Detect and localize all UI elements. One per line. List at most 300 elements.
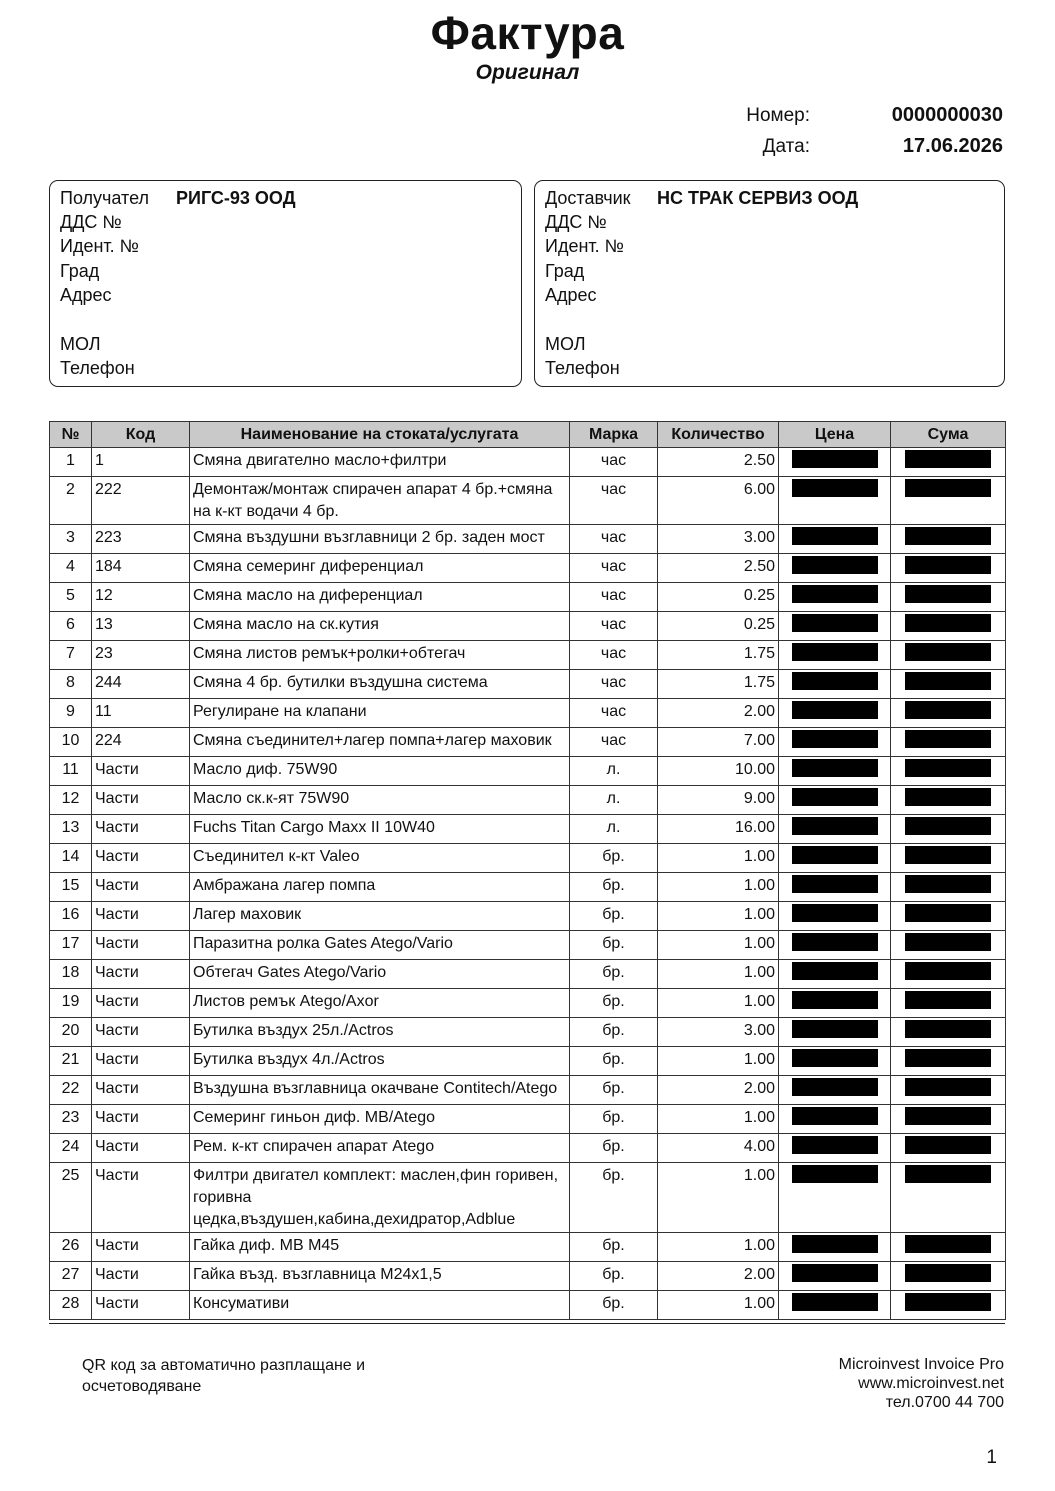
row-price [779, 844, 891, 873]
row-code: 222 [92, 477, 190, 525]
table-row [50, 612, 1006, 641]
redaction-box [905, 730, 991, 748]
redaction-box [905, 1049, 991, 1067]
row-item-name: Смяна листов ремък+ролки+обтегач [190, 641, 570, 670]
row-number: 1 [50, 448, 92, 477]
redaction-box [905, 1235, 991, 1253]
row-number: 13 [50, 815, 92, 844]
row-price [779, 641, 891, 670]
row-price [779, 448, 891, 477]
redaction-box [792, 759, 878, 777]
row-unit: бр. [570, 873, 658, 902]
redaction-box [792, 875, 878, 893]
row-quantity: 1.00 [658, 1105, 779, 1134]
row-number: 11 [50, 757, 92, 786]
table-row [50, 448, 1006, 477]
redaction-box [792, 1078, 878, 1096]
row-number: 2 [50, 477, 92, 525]
table-row [50, 786, 1006, 815]
row-unit: бр. [570, 1163, 658, 1233]
redaction-box [905, 643, 991, 661]
row-sum [891, 844, 1006, 873]
row-item-name: Регулиране на клапани [190, 699, 570, 728]
row-unit: час [570, 448, 658, 477]
row-sum [891, 1262, 1006, 1291]
row-item-name: Гайка диф. MB M45 [190, 1233, 570, 1262]
row-price [779, 989, 891, 1018]
number-label: Номер: [746, 105, 810, 126]
row-item-name: Смяна съединител+лагер помпа+лагер маховик [190, 728, 570, 757]
redaction-box [905, 614, 991, 632]
row-number: 17 [50, 931, 92, 960]
row-number: 19 [50, 989, 92, 1018]
row-unit: бр. [570, 960, 658, 989]
row-code: Части [92, 1105, 190, 1134]
row-sum [891, 1163, 1006, 1233]
redaction-box [905, 1136, 991, 1154]
redaction-box [792, 527, 878, 545]
row-price [779, 1134, 891, 1163]
row-sum [891, 728, 1006, 757]
redaction-box [905, 817, 991, 835]
row-item-name: Смяна двигателно масло+филтри [190, 448, 570, 477]
row-item-name: Филтри двигател комплект: маслен,фин горивен, горивна цедка,въздушен,кабина,дехидратор,Adblue [190, 1163, 570, 1233]
row-number: 26 [50, 1233, 92, 1262]
row-sum [891, 448, 1006, 477]
row-code: Части [92, 1134, 190, 1163]
row-price [779, 815, 891, 844]
row-code: Части [92, 1233, 190, 1262]
row-price [779, 1163, 891, 1233]
recipient-city-label: Град [60, 261, 100, 281]
recipient-address-label: Адрес [60, 285, 112, 305]
redaction-box [792, 817, 878, 835]
row-number: 8 [50, 670, 92, 699]
redaction-box [792, 672, 878, 690]
row-sum [891, 1233, 1006, 1262]
row-unit: бр. [570, 1262, 658, 1291]
table-row [50, 844, 1006, 873]
items-table [49, 421, 1006, 1320]
redaction-box [792, 614, 878, 632]
row-code: Части [92, 873, 190, 902]
row-quantity: 2.00 [658, 699, 779, 728]
qr-caption-line-1: QR код за автоматично разплащане и [82, 1357, 366, 1374]
row-price [779, 960, 891, 989]
table-row [50, 902, 1006, 931]
invoice-title: Фактура [430, 7, 625, 59]
row-unit: бр. [570, 1134, 658, 1163]
date-label: Дата: [762, 136, 810, 157]
redaction-box [792, 1165, 878, 1183]
redaction-box [905, 1264, 991, 1282]
row-sum [891, 670, 1006, 699]
row-item-name: Амбражана лагер помпа [190, 873, 570, 902]
row-number: 24 [50, 1134, 92, 1163]
redaction-box [792, 1293, 878, 1311]
row-number: 28 [50, 1291, 92, 1320]
row-item-name: Смяна масло на ск.кутия [190, 612, 570, 641]
row-unit: бр. [570, 1018, 658, 1047]
row-unit: бр. [570, 1291, 658, 1320]
software-vendor-info [839, 1355, 1004, 1412]
row-item-name: Рем. к-кт спирачен апарат Atego [190, 1134, 570, 1163]
row-number: 16 [50, 902, 92, 931]
row-sum [891, 1105, 1006, 1134]
row-number: 4 [50, 554, 92, 583]
row-unit: л. [570, 815, 658, 844]
col-header-sum: Сума [891, 422, 1006, 448]
row-quantity: 1.00 [658, 902, 779, 931]
row-quantity: 2.00 [658, 1262, 779, 1291]
row-item-name: Лагер маховик [190, 902, 570, 931]
recipient-label: Получател [60, 188, 150, 208]
table-row [50, 1262, 1006, 1291]
row-unit: час [570, 554, 658, 583]
row-quantity: 1.00 [658, 873, 779, 902]
table-row [50, 728, 1006, 757]
row-unit: час [570, 670, 658, 699]
row-price [779, 525, 891, 554]
row-code: Части [92, 1076, 190, 1105]
row-price [779, 1076, 891, 1105]
row-price [779, 1018, 891, 1047]
row-sum [891, 583, 1006, 612]
row-price [779, 931, 891, 960]
row-item-name: Масло ск.к-ят 75W90 [190, 786, 570, 815]
row-item-name: Смяна семеринг диференциал [190, 554, 570, 583]
table-row [50, 583, 1006, 612]
row-price [779, 699, 891, 728]
row-number: 20 [50, 1018, 92, 1047]
row-quantity: 0.25 [658, 612, 779, 641]
supplier-label: Доставчик [545, 188, 631, 208]
redaction-box [905, 479, 991, 497]
table-row [50, 699, 1006, 728]
redaction-box [905, 1107, 991, 1125]
redaction-box [792, 701, 878, 719]
redaction-box [905, 904, 991, 922]
redaction-box [905, 788, 991, 806]
vendor-name: Microinvest Invoice Pro [838, 1356, 1004, 1373]
row-code: 223 [92, 525, 190, 554]
table-row [50, 554, 1006, 583]
row-unit: час [570, 612, 658, 641]
row-unit: бр. [570, 931, 658, 960]
table-row [50, 815, 1006, 844]
supplier-address-label: Адрес [545, 285, 597, 305]
row-quantity: 1.00 [658, 1233, 779, 1262]
invoice-number: 0000000030 [891, 104, 1003, 126]
row-sum [891, 1076, 1006, 1105]
row-code: Части [92, 1163, 190, 1233]
redaction-box [792, 730, 878, 748]
row-number: 25 [50, 1163, 92, 1233]
row-sum [891, 1134, 1006, 1163]
recipient-box [49, 180, 522, 387]
supplier-name: НС ТРАК СЕРВИЗ ООД [657, 188, 859, 208]
supplier-vat-label: ДДС № [545, 212, 607, 232]
page-number: 1 [986, 1447, 997, 1468]
row-price [779, 477, 891, 525]
row-code: 1 [92, 448, 190, 477]
row-quantity: 2.50 [658, 554, 779, 583]
row-quantity: 9.00 [658, 786, 779, 815]
row-unit: час [570, 728, 658, 757]
redaction-box [905, 933, 991, 951]
table-row [50, 477, 1006, 525]
row-item-name: Смяна въздушни възглавници 2 бр. заден мост [190, 525, 570, 554]
row-number: 9 [50, 699, 92, 728]
table-row [50, 1233, 1006, 1262]
recipient-id-label: Идент. № [60, 236, 139, 256]
row-unit: бр. [570, 844, 658, 873]
col-header-unit: Марка [570, 422, 658, 448]
row-unit: час [570, 583, 658, 612]
recipient-vat-label: ДДС № [60, 212, 122, 232]
recipient-phone-label: Телефон [60, 358, 135, 378]
row-unit: л. [570, 757, 658, 786]
redaction-box [792, 1049, 878, 1067]
row-code: 12 [92, 583, 190, 612]
row-number: 23 [50, 1105, 92, 1134]
row-sum [891, 873, 1006, 902]
row-price [779, 1047, 891, 1076]
supplier-city-label: Град [545, 261, 585, 281]
row-sum [891, 989, 1006, 1018]
row-item-name: Бутилка въздух 25л./Actros [190, 1018, 570, 1047]
row-unit: бр. [570, 1105, 658, 1134]
redaction-box [792, 846, 878, 864]
row-quantity: 6.00 [658, 477, 779, 525]
redaction-box [792, 643, 878, 661]
items-table-body [50, 448, 1006, 1320]
redaction-box [792, 1264, 878, 1282]
redaction-box [905, 991, 991, 1009]
table-row [50, 1291, 1006, 1320]
row-number: 3 [50, 525, 92, 554]
row-quantity: 16.00 [658, 815, 779, 844]
row-quantity: 2.50 [658, 448, 779, 477]
supplier-id-label: Идент. № [545, 236, 624, 256]
redaction-box [905, 1293, 991, 1311]
table-row [50, 641, 1006, 670]
redaction-box [792, 933, 878, 951]
row-item-name: Масло диф. 75W90 [190, 757, 570, 786]
row-item-name: Демонтаж/монтаж спирачен апарат 4 бр.+смяна на к-кт водачи 4 бр. [190, 477, 570, 525]
row-price [779, 1262, 891, 1291]
redaction-box [905, 1020, 991, 1038]
row-sum [891, 902, 1006, 931]
table-row [50, 873, 1006, 902]
row-item-name: Гайка възд. възглавница M24x1,5 [190, 1262, 570, 1291]
row-quantity: 0.25 [658, 583, 779, 612]
table-row [50, 1047, 1006, 1076]
row-number: 12 [50, 786, 92, 815]
row-quantity: 3.00 [658, 1018, 779, 1047]
redaction-box [905, 527, 991, 545]
row-price [779, 612, 891, 641]
supplier-phone-label: Телефон [545, 358, 620, 378]
row-quantity: 7.00 [658, 728, 779, 757]
redaction-box [792, 788, 878, 806]
row-item-name: Смяна 4 бр. бутилки въздушна система [190, 670, 570, 699]
row-number: 10 [50, 728, 92, 757]
table-row [50, 1163, 1006, 1233]
row-unit: час [570, 477, 658, 525]
redaction-box [905, 556, 991, 574]
row-item-name: Обтегач Gates Atego/Vario [190, 960, 570, 989]
row-price [779, 728, 891, 757]
row-code: Части [92, 815, 190, 844]
vendor-url: www.microinvest.net [858, 1375, 1004, 1392]
row-unit: бр. [570, 989, 658, 1018]
recipient-mol-label: МОЛ [60, 334, 101, 354]
redaction-box [792, 1235, 878, 1253]
footer-divider [49, 1323, 1005, 1324]
table-row [50, 757, 1006, 786]
row-item-name: Смяна масло на диференциал [190, 583, 570, 612]
redaction-box [792, 962, 878, 980]
redaction-box [792, 1020, 878, 1038]
redaction-box [905, 585, 991, 603]
row-code: Части [92, 902, 190, 931]
row-code: Части [92, 989, 190, 1018]
redaction-box [905, 846, 991, 864]
row-sum [891, 554, 1006, 583]
row-code: 224 [92, 728, 190, 757]
row-item-name: Паразитна ролка Gates Atego/Vario [190, 931, 570, 960]
row-number: 18 [50, 960, 92, 989]
row-unit: бр. [570, 1076, 658, 1105]
row-quantity: 1.00 [658, 844, 779, 873]
table-row [50, 1076, 1006, 1105]
row-price [779, 786, 891, 815]
redaction-box [905, 875, 991, 893]
row-item-name: Въздушна възглавница окачване Contitech/Atego [190, 1076, 570, 1105]
row-number: 22 [50, 1076, 92, 1105]
col-header-price: Цена [779, 422, 891, 448]
row-quantity: 1.75 [658, 670, 779, 699]
row-sum [891, 786, 1006, 815]
redaction-box [792, 479, 878, 497]
qr-caption-line-2: осчетоводяване [82, 1378, 202, 1395]
row-item-name: Семеринг гиньон диф. MB/Atego [190, 1105, 570, 1134]
row-unit: час [570, 525, 658, 554]
row-number: 27 [50, 1262, 92, 1291]
row-code: Части [92, 960, 190, 989]
row-price [779, 873, 891, 902]
redaction-box [792, 450, 878, 468]
table-row [50, 960, 1006, 989]
row-sum [891, 960, 1006, 989]
row-code: 23 [92, 641, 190, 670]
row-item-name: Fuchs Titan Cargo Maxx II 10W40 [190, 815, 570, 844]
row-quantity: 1.75 [658, 641, 779, 670]
row-quantity: 1.00 [658, 960, 779, 989]
row-code: Части [92, 1262, 190, 1291]
row-quantity: 4.00 [658, 1134, 779, 1163]
row-sum [891, 641, 1006, 670]
supplier-mol-label: МОЛ [545, 334, 586, 354]
row-sum [891, 931, 1006, 960]
redaction-box [792, 1136, 878, 1154]
col-header-number: № [50, 422, 92, 448]
row-sum [891, 815, 1006, 844]
row-price [779, 902, 891, 931]
row-code: Части [92, 931, 190, 960]
invoice-date: 17.06.2026 [902, 135, 1003, 157]
row-quantity: 1.00 [658, 1291, 779, 1320]
row-price [779, 1233, 891, 1262]
row-item-name: Съединител к-кт Valeo [190, 844, 570, 873]
table-row [50, 1018, 1006, 1047]
row-number: 5 [50, 583, 92, 612]
row-price [779, 670, 891, 699]
redaction-box [905, 1165, 991, 1183]
row-item-name: Бутилка въздух 4л./Actros [190, 1047, 570, 1076]
row-unit: час [570, 699, 658, 728]
redaction-box [792, 556, 878, 574]
row-unit: бр. [570, 902, 658, 931]
row-quantity: 1.00 [658, 989, 779, 1018]
row-item-name: Листов ремък Atego/Axor [190, 989, 570, 1018]
row-sum [891, 477, 1006, 525]
table-row [50, 1134, 1006, 1163]
row-sum [891, 1291, 1006, 1320]
row-number: 15 [50, 873, 92, 902]
supplier-box [534, 180, 1005, 387]
row-quantity: 10.00 [658, 757, 779, 786]
row-code: Части [92, 786, 190, 815]
row-item-name: Консумативи [190, 1291, 570, 1320]
row-price [779, 1105, 891, 1134]
redaction-box [905, 701, 991, 719]
row-code: Части [92, 844, 190, 873]
redaction-box [905, 962, 991, 980]
row-price [779, 757, 891, 786]
invoice-subtitle: Оригинал [475, 61, 580, 84]
table-row [50, 525, 1006, 554]
row-code: 244 [92, 670, 190, 699]
row-code: Части [92, 1047, 190, 1076]
table-row [50, 670, 1006, 699]
row-unit: л. [570, 786, 658, 815]
redaction-box [792, 904, 878, 922]
col-header-code: Код [92, 422, 190, 448]
table-row [50, 931, 1006, 960]
row-code: 184 [92, 554, 190, 583]
row-sum [891, 1047, 1006, 1076]
redaction-box [905, 450, 991, 468]
row-unit: бр. [570, 1047, 658, 1076]
row-number: 21 [50, 1047, 92, 1076]
row-code: Части [92, 757, 190, 786]
row-code: Части [92, 1291, 190, 1320]
row-number: 14 [50, 844, 92, 873]
row-price [779, 554, 891, 583]
row-quantity: 1.00 [658, 1163, 779, 1233]
row-sum [891, 757, 1006, 786]
row-number: 7 [50, 641, 92, 670]
redaction-box [792, 991, 878, 1009]
redaction-box [792, 585, 878, 603]
row-code: Части [92, 1018, 190, 1047]
row-quantity: 1.00 [658, 931, 779, 960]
row-unit: час [570, 641, 658, 670]
qr-caption [82, 1355, 365, 1397]
row-price [779, 583, 891, 612]
